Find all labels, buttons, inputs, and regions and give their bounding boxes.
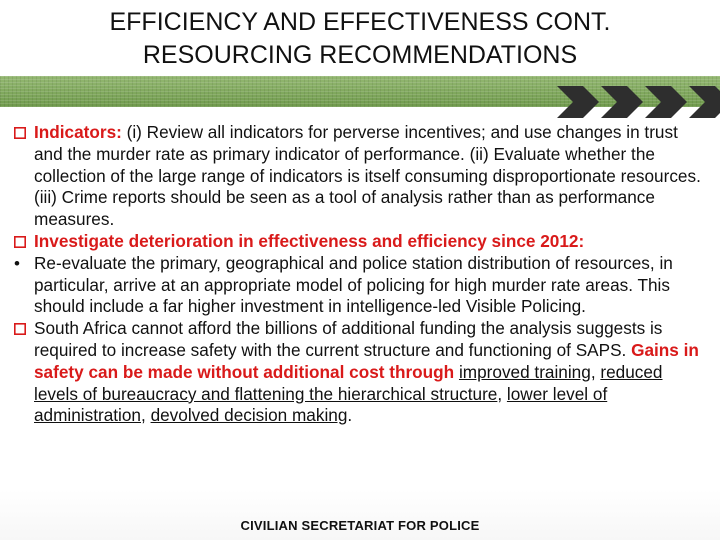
- improved-training-link: improved training: [458, 361, 591, 382]
- administration-link: lower level of administration: [34, 383, 608, 426]
- list-item-indicators: [14, 122, 704, 231]
- chevron-right-icon: [557, 86, 599, 118]
- gains-emphasis: Gains in safety can be made without additional cost through: [34, 339, 699, 382]
- period-text: .: [347, 405, 353, 426]
- slide-title: EFFICIENCY AND EFFECTIVENESS CONT.: [109, 8, 611, 36]
- chevron-right-icon: [645, 86, 687, 118]
- footer-text: CIVILIAN SECRETARIAT FOR POLICE: [240, 518, 480, 533]
- list-item-investigate: [14, 231, 704, 253]
- checkbox-bullet-icon: [14, 323, 26, 335]
- reevaluate-text: Re-evaluate the primary, geographical and police station distribution of resources, in particular, arrive at an appropriate model of policing for high murder rate areas. This should include a far higher investment in intelligence-led Visible Policing.: [34, 252, 673, 317]
- slide-subtitle: RESOURCING RECOMMENDATIONS: [142, 41, 578, 69]
- list-item-south-africa: [14, 318, 704, 427]
- bureaucracy-link: reduced levels of bureaucracy and flattening the hierarchical structure: [34, 361, 663, 404]
- separator-text: ,: [590, 361, 601, 382]
- slide-title-area: [0, 0, 720, 76]
- decision-making-link: devolved decision making: [150, 405, 348, 426]
- checkbox-bullet-icon: [14, 236, 26, 248]
- bullet-list: [14, 122, 704, 427]
- checkbox-bullet-icon: [14, 127, 26, 139]
- separator-text: ,: [141, 405, 151, 426]
- list-item-reevaluate: [14, 253, 704, 318]
- indicators-heading: Indicators:: [34, 122, 122, 142]
- investigate-heading: Investigate deterioration in effectiveness and efficiency since 2012:: [34, 230, 585, 251]
- round-bullet-icon: •: [14, 253, 20, 273]
- chevron-right-icon: [689, 86, 720, 118]
- south-africa-text: South Africa cannot afford the billions of additional funding the analysis suggests is required to increase safety with the current structure and functioning of SAPS.: [34, 318, 663, 360]
- separator-text: ,: [497, 383, 507, 404]
- indicators-text: (i) Review all indicators for perverse incentives; and use changes in trust and the murder rate as primary indicator of performance. (ii) Evaluate whether the collection of the large range of indicators is itself consuming disproportionate resources. (iii) Crime reports should be seen as a tool of analysis rather than as performance measures.: [34, 122, 701, 230]
- chevron-decoration: [555, 82, 720, 122]
- chevron-right-icon: [601, 86, 643, 118]
